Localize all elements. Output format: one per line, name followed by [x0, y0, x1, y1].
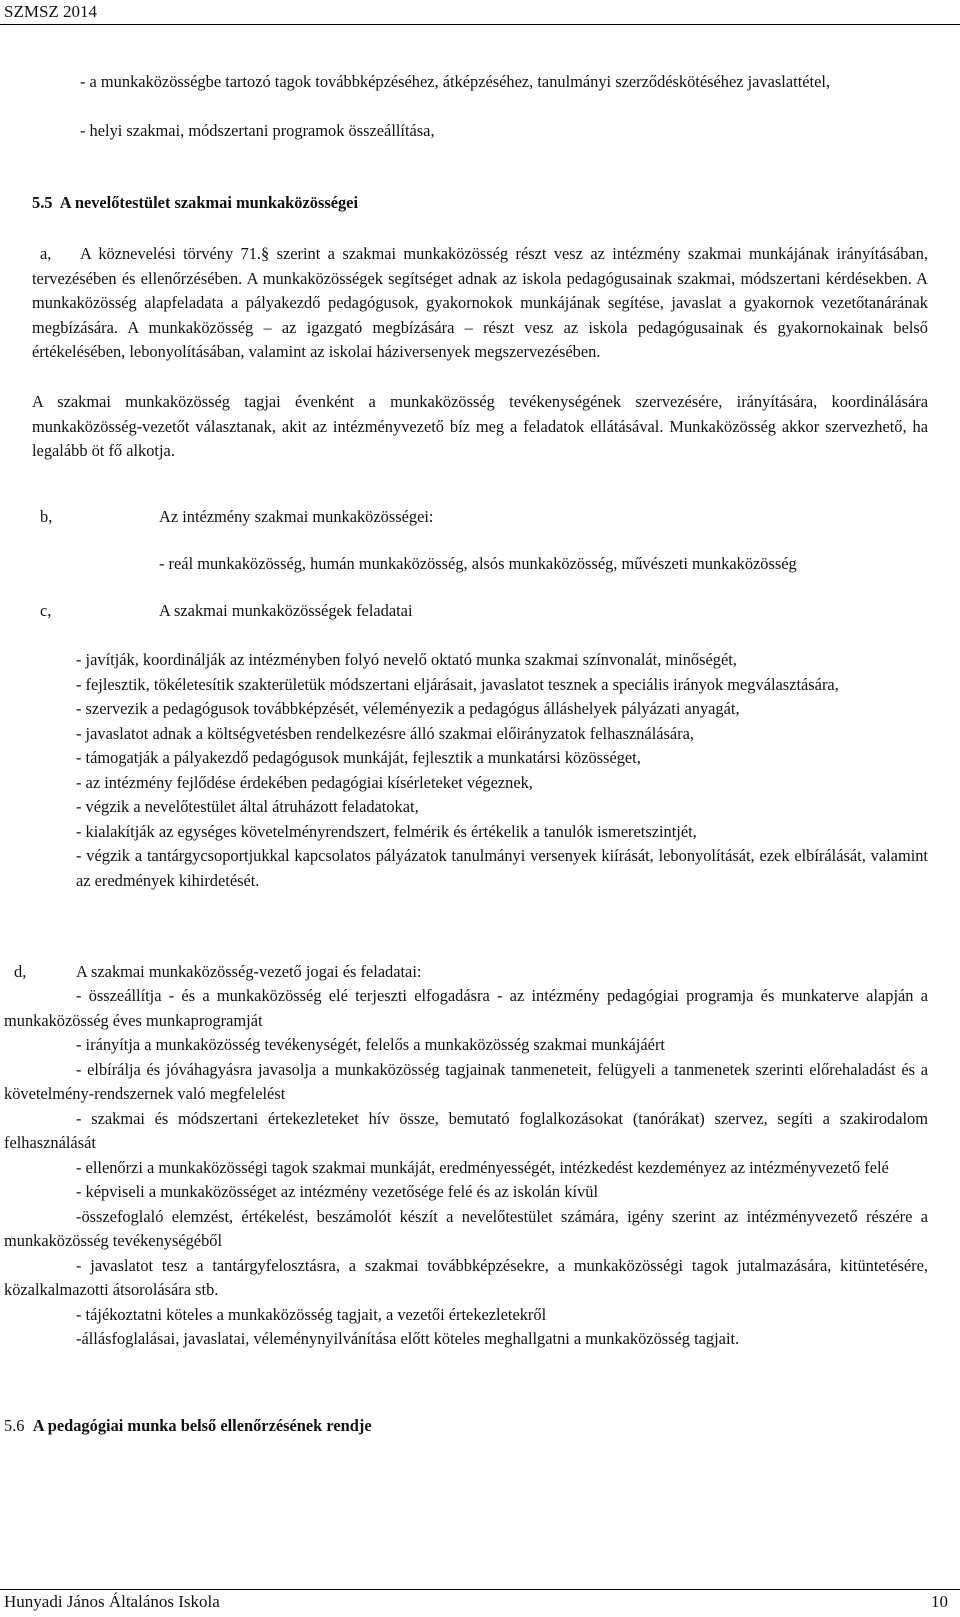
item-label-d: d,	[14, 962, 27, 981]
header-rule	[0, 24, 960, 25]
list-item: -állásfoglalásai, javaslatai, véleménynyilvánítása előtt köteles meghallgatni a munkaközösség tagjait.	[76, 1329, 740, 1348]
section-d-title: A szakmai munkaközösség-vezető jogai és feladatai:	[76, 962, 422, 981]
section-heading-5-6	[4, 1414, 900, 1439]
list-item: - tájékoztatni köteles a munkaközösség tagjait, a vezetői értekezletekről	[76, 1304, 547, 1324]
item-label-b: b,	[40, 507, 53, 526]
list-item: -összefoglaló elemzést, értékelést, beszámolót készít a nevelőtestület számára, igény szerint az intézményvezető részére a munkaközösség tevékenységéből	[4, 1206, 928, 1250]
section-a-paragraph-2: A szakmai munkaközösség tagjai évenként a munkaközösség tevékenységének szervezésére, irányítására, koordinálására munkaközösség-vezetőt választanak, akit az intézményvezető bíz meg a feladatok ellátásával. Munkaközösség akkor szervezhető, ha legalább öt fő alkotja.	[32, 392, 928, 460]
section-b-title: Az intézmény szakmai munkaközösségei:	[159, 507, 434, 526]
list-item: - támogatják a pályakezdő pedagógusok munkáját, fejlesztik a munkatársi közösséget,	[76, 748, 641, 767]
top-item: - a munkaközösségbe tartozó tagok továbbképzéséhez, átképzéséhez, tanulmányi szerződéskötéséhez javaslattétel,	[80, 72, 830, 91]
section-a-lead: A köznevelési törvény 71.	[80, 244, 262, 263]
footer-rule	[0, 1589, 960, 1590]
section-number: 5.5	[32, 193, 53, 212]
list-item: - képviseli a munkaközösséget az intézmény vezetősége felé és az iskolán kívül	[76, 1182, 599, 1201]
list-item: - végzik a nevelőtestület által átruházott feladatokat,	[76, 797, 419, 816]
list-item: - fejlesztik, tökéletesítik szakterületük módszertani eljárásait, javaslatot tesznek a speciális irányok megválasztására,	[76, 674, 839, 694]
list-item: - javaslatot tesz a tantárgyfelosztásra, a szakmai továbbképzésekre, a munkaközösségi tagok jutalmazására, kitüntetésére, közalkalmazotti átsorolására stb.	[4, 1255, 928, 1299]
item-label-a: a,	[40, 244, 52, 263]
section-title: A pedagógiai munka belső ellenőrzésének rendje	[32, 1416, 372, 1435]
footer-school: Hunyadi János Általános Iskola	[4, 1592, 220, 1611]
list-item: - ellenőrzi a munkaközösségi tagok szakmai munkáját, eredményességét, intézkedést kezdeményez az intézményvezető felé	[76, 1157, 889, 1177]
list-item: - szervezik a pedagógusok továbbképzését, véleményezik a pedagógus álláshelyek pályázati anyagát,	[76, 699, 740, 718]
section-a-body: szerint a szakmai munkaközösség részt vesz az intézmény szakmai munkájának irányításában, tervezésében és ellenőrzésében. A munkaközösségek segítséget adnak az iskola pedagógusainak szakmai, módszertani kérdésekben. A munkaközösség alapfeladata a pályakezdő pedagógusok, gyakornokok munkájának segítése, javaslat a gyakornok vezetőtanárának megbízására. A munkaközösség – az igazgató megbízására – részt vesz az iskola pedagógusainak és gyakornokainak belső értékelésében, lebonyolításában, valamint az iskolai háziversenyek megszervezésében.	[32, 244, 928, 361]
section-b-item: - reál munkaközösség, humán munkaközösség, alsós munkaközösség, művészeti munkaközösség	[159, 554, 797, 573]
item-label-c: c,	[40, 601, 52, 620]
list-item: - irányítja a munkaközösség tevékenységét, felelős a munkaközösség szakmai munkájáért	[76, 1035, 665, 1054]
section-c-list	[76, 648, 928, 893]
section-title: A nevelőtestület szakmai munkaközösségei	[59, 193, 359, 212]
document-header: SZMSZ 2014	[4, 2, 98, 21]
section-number: 5.6	[4, 1416, 25, 1435]
section-a-paragraph	[32, 242, 928, 365]
paragraph-symbol: §	[261, 244, 270, 263]
page-number: 10	[931, 1592, 948, 1611]
list-item: - az intézmény fejlődése érdekében pedagógiai kísérleteket végeznek,	[76, 772, 533, 792]
section-d-list	[4, 984, 928, 1352]
top-item: - helyi szakmai, módszertani programok összeállítása,	[80, 121, 435, 140]
list-item: - kialakítják az egységes követelményrendszert, felmérik és értékelik a tanulók ismeretszintjét,	[76, 821, 697, 841]
list-item: - elbírálja és jóváhagyásra javasolja a munkaközösség tagjainak tanmeneteit, felügyeli a tanmenetek szerinti előrehaladást és a követelmény-rendszernek való megfelelést	[4, 1059, 928, 1103]
list-item: - szakmai és módszertani értekezleteket hív össze, bemutató foglalkozásokat (tanórákat) szervez, segíti a szakirodalom felhasználását	[4, 1108, 928, 1152]
list-item: - javaslatot adnak a költségvetésben rendelkezésre álló szakmai előirányzatok felhasználására,	[76, 723, 695, 743]
list-item: - összeállítja - és a munkaközösség elé terjeszti elfogadásra - az intézmény pedagógiai programja és munkaterve alapján a munkaközösség éves munkaprogramját	[4, 986, 928, 1030]
list-item: - javítják, koordinálják az intézményben folyó nevelő oktató munka szakmai színvonalát, minőségét,	[76, 650, 737, 669]
section-heading-5-5	[32, 191, 928, 216]
list-item: - végzik a tantárgycsoportjukkal kapcsolatos pályázatok tanulmányi versenyek kiírását, lebonyolítását, ezek elbírálását, valamint az eredmények kihirdetését.	[76, 846, 928, 890]
section-c-title: A szakmai munkaközösségek feladatai	[159, 601, 413, 620]
